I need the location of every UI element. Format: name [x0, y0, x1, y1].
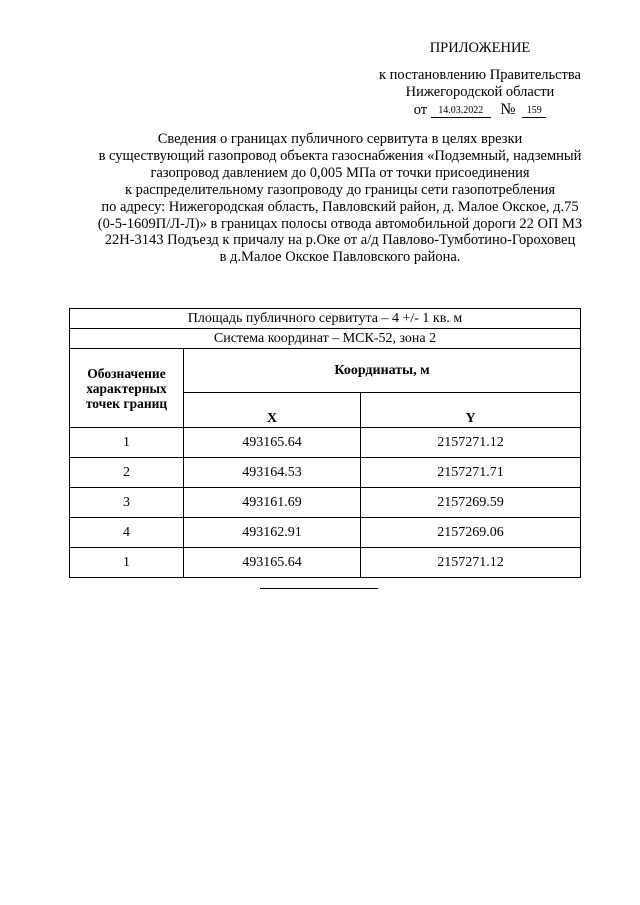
col-designation-header: Обозначение характерных точек границ: [70, 349, 184, 428]
y-value: 2157271.12: [361, 428, 581, 458]
number-sign: №: [500, 101, 516, 118]
heading-line: по адресу: Нижегородская область, Павловский район, д. Малое Окское, д.75: [101, 198, 579, 215]
x-value: 493161.69: [184, 488, 361, 518]
col-x-header: X: [184, 393, 361, 428]
y-value: 2157271.71: [361, 458, 581, 488]
table-row: [70, 428, 581, 458]
table-row: [70, 458, 581, 488]
heading-line: газопровод давлением до 0,005 МПа от точки присоединения: [150, 164, 530, 181]
point-id: 1: [70, 548, 184, 578]
col-y-header: Y: [361, 393, 581, 428]
table-row: [70, 488, 581, 518]
resolution-date: 14.03.2022: [431, 105, 491, 118]
document-heading: [40, 131, 640, 266]
heading-line: к распределительному газопроводу до границы сети газопотребления: [124, 181, 556, 198]
coordinate-system-row: [70, 329, 581, 349]
x-value: 493165.64: [184, 428, 361, 458]
point-id: 1: [70, 428, 184, 458]
table-row: [70, 548, 581, 578]
end-divider: [260, 588, 378, 589]
y-value: 2157269.06: [361, 518, 581, 548]
point-id: 2: [70, 458, 184, 488]
point-id: 3: [70, 488, 184, 518]
heading-line: Сведения о границах публичного сервитута в целях врезки: [157, 131, 523, 147]
x-value: 493162.91: [184, 518, 361, 548]
heading-line: в д.Малое Окское Павловского района.: [219, 249, 461, 266]
heading-line: (0-5-1609П/Л-Л)» в границах полосы отвода автомобильной дороги 22 ОП МЗ: [97, 215, 583, 232]
y-value: 2157269.59: [361, 488, 581, 518]
coordinate-system: Система координат – МСК-52, зона 2: [70, 329, 581, 349]
col-coordinates-header: Координаты, м: [184, 349, 581, 393]
appendix-title: ПРИЛОЖЕНИЕ: [429, 40, 531, 56]
appendix-resolution-line: к постановлению Правительства: [379, 67, 581, 83]
x-value: 493164.53: [184, 458, 361, 488]
y-value: 2157271.12: [361, 548, 581, 578]
resolution-number: 159: [522, 105, 546, 118]
table-row: [70, 518, 581, 548]
coordinates-table: [69, 308, 581, 578]
appendix-date-row: [360, 101, 600, 119]
servitude-area: Площадь публичного сервитута – 4 +/- 1 кв. м: [70, 309, 581, 329]
heading-line: в существующий газопровод объекта газоснабжения «Подземный, надземный: [98, 147, 582, 164]
area-row: [70, 309, 581, 329]
table-header-row: [70, 349, 581, 393]
point-id: 4: [70, 518, 184, 548]
heading-line: 22Н-3143 Подъезд к причалу на р.Оке от а/д Павлово-Тумботино-Гороховец: [104, 232, 576, 249]
from-label: от: [413, 102, 428, 118]
x-value: 493165.64: [184, 548, 361, 578]
appendix-region-line: Нижегородской области: [405, 84, 555, 100]
